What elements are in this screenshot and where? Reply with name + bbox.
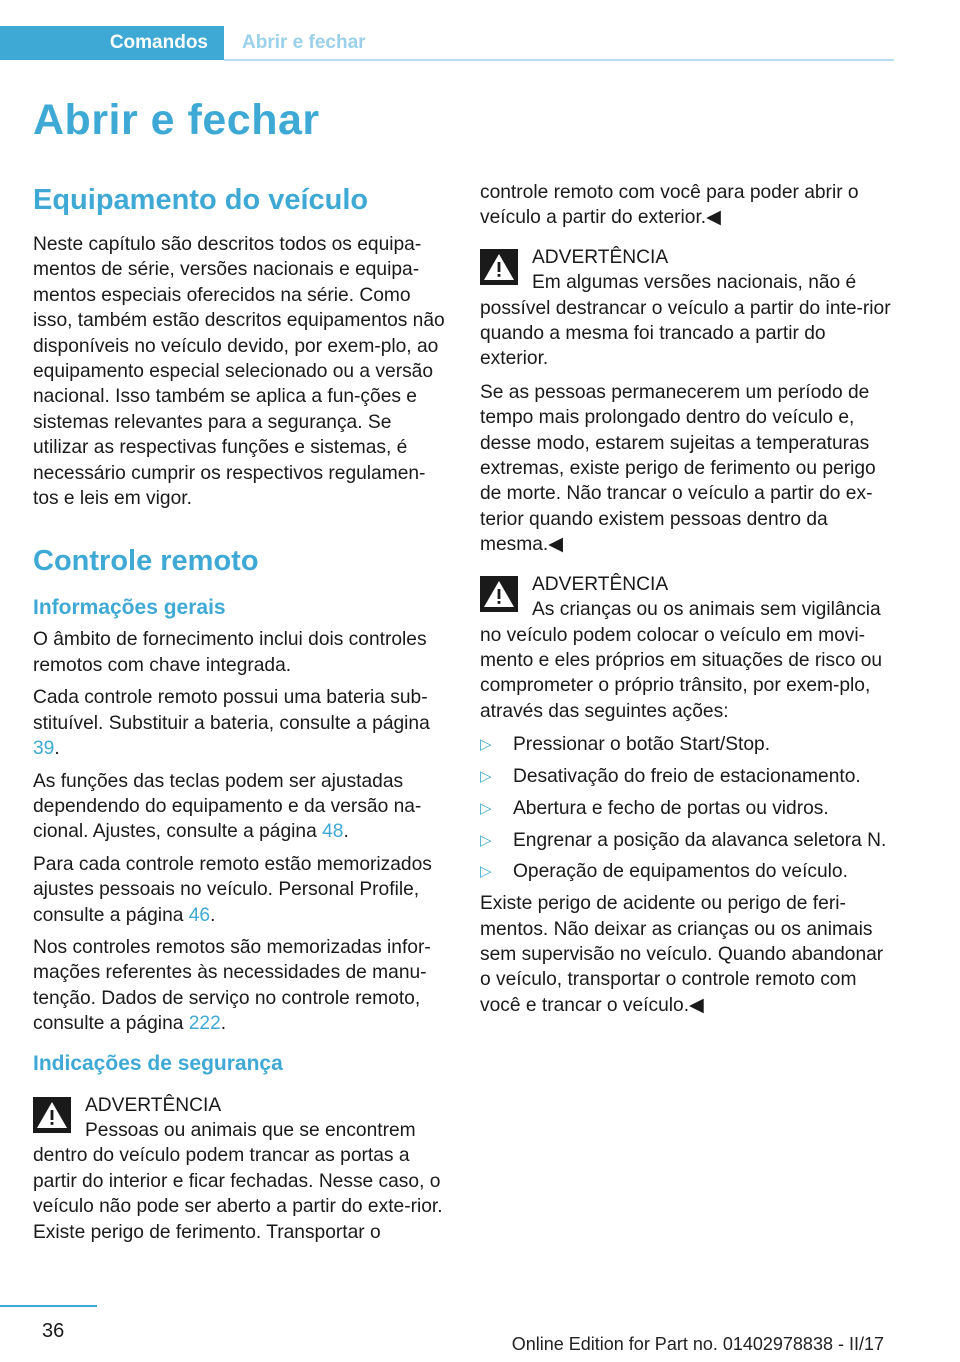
tab-abrir-e-fechar[interactable]: Abrir e fechar bbox=[242, 32, 366, 53]
heading-informacoes-gerais: Informações gerais bbox=[33, 596, 226, 620]
warning-icon bbox=[480, 249, 518, 285]
paragraph-ambito: O âmbito de fornecimento inclui dois controles remotos com chave integrada. bbox=[33, 629, 427, 676]
paragraph-bateria-text: Cada controle remoto possui uma bateria sub-stituível. Substituir a bateria, consulte a página bbox=[33, 687, 430, 734]
list-item bbox=[480, 796, 895, 821]
paragraph-bateria: Cada controle remoto possui uma bateria sub-stituível. Substituir a bateria, consulte a página 39. bbox=[33, 687, 430, 760]
paragraph-pessoas: Se as pessoas permanecerem um período de tempo mais prolongado dentro do veículo e, desse modo, estarem sujeitas a temperaturas extremas, existe perigo de ferimento ou perigo de morte. Não trancar o veículo a partir do ex-terior quando existem pessoas dentro da mesma.◀ bbox=[480, 381, 876, 556]
page-title: Abrir e fechar bbox=[33, 96, 320, 144]
page-link-48[interactable]: 48 bbox=[322, 821, 344, 843]
warning-icon bbox=[33, 1097, 71, 1133]
tab-comandos[interactable]: Comandos bbox=[0, 26, 224, 60]
list-item-text: Pressionar o botão Start/Stop. bbox=[513, 734, 771, 756]
paragraph-continuation: controle remoto com você para poder abrir o veículo a partir do exterior.◀ bbox=[480, 182, 859, 229]
warning-2-heading: ADVERTÊNCIA bbox=[532, 246, 669, 268]
actions-list bbox=[480, 732, 895, 885]
warning-3-body: As crianças ou os animais sem vigilância no veículo podem colocar o veículo em movi-mento e eles próprios em situações de risco ou comprometer o próprio trânsito, por exem-plo, através das seguintes ações: bbox=[480, 599, 883, 722]
list-item bbox=[480, 859, 895, 884]
triangle-bullet-icon: ▷ bbox=[480, 736, 492, 754]
paragraph-personal-profile-text: Para cada controle remoto estão memorizados ajustes pessoais no veículo. Personal Profile, consulte a página bbox=[33, 853, 432, 926]
warning-2-body: Em algumas versões nacionais, não é possível destrancar o veículo a partir do inte-rior quando a mesma foi trancado a partir do exterior. bbox=[480, 272, 891, 370]
triangle-bullet-icon: ▷ bbox=[480, 799, 492, 817]
paragraph-manutencao: Nos controles remotos são memorizadas infor-mações referentes às necessidades de manu-tenção. Dados de serviço no controle remoto, consulte a página 222. bbox=[33, 936, 431, 1035]
warning-block-2 bbox=[480, 245, 895, 372]
list-item-text: Desativação do freio de estacionamento. bbox=[513, 765, 861, 787]
warning-1-body: Pessoas ou animais que se encontrem dentro do veículo podem trancar as portas a partir do interior e ficar fechadas. Nesse caso, o veículo não pode ser aberto a partir do exte-rior. Existe perigo de ferimento. Transportar o bbox=[33, 1119, 443, 1243]
heading-controle-remoto: Controle remoto bbox=[33, 545, 259, 578]
left-column bbox=[33, 180, 448, 1253]
footer-rule bbox=[0, 1305, 97, 1307]
warning-block-1 bbox=[33, 1093, 448, 1245]
heading-equipamento: Equipamento do veículo bbox=[33, 184, 369, 216]
right-column bbox=[480, 180, 895, 1025]
list-item bbox=[480, 828, 895, 853]
page-number: 36 bbox=[42, 1320, 65, 1342]
triangle-bullet-icon: ▷ bbox=[480, 863, 492, 881]
list-item-text: Abertura e fecho de portas ou vidros. bbox=[513, 797, 829, 819]
warning-1-heading: ADVERTÊNCIA bbox=[85, 1094, 222, 1116]
header-rule bbox=[224, 59, 894, 61]
heading-indicacoes-seguranca: Indicações de segurança bbox=[33, 1051, 283, 1075]
paragraph-teclas-text: As funções das teclas podem ser ajustadas dependendo do equipamento e da versão na-cional. Ajustes, consulte a página bbox=[33, 770, 422, 843]
page-link-222[interactable]: 222 bbox=[188, 1013, 221, 1035]
page-link-39[interactable]: 39 bbox=[33, 738, 55, 760]
footer-edition: Online Edition for Part no. 01402978838 - II/17 bbox=[511, 1334, 884, 1354]
paragraph-equipamento: Neste capítulo são descritos todos os equipa-mentos de série, versões nacionais e equipa-mentos especiais oferecidos na série. Como isso, também estão descritos equipamentos não disponíveis no veículo devido, por exem-plo, ao equipamento especial selecionado ou a versão nacional. Isso também se aplica a fun-ções e sistemas relevantes para a segurança. Se utilizar as respectivas funções e sistemas, é necessário cumprir os respectivos regulamen-tos e leis em vigor. bbox=[33, 234, 445, 510]
list-item-text: Engrenar a posição da alavanca seletora N. bbox=[513, 829, 887, 851]
list-item bbox=[480, 764, 895, 789]
paragraph-manutencao-text: Nos controles remotos são memorizadas infor-mações referentes às necessidades de manu-tenção. Dados de serviço no controle remoto, consulte a página bbox=[33, 936, 431, 1035]
triangle-bullet-icon: ▷ bbox=[480, 831, 492, 849]
warning-3-heading: ADVERTÊNCIA bbox=[532, 573, 669, 595]
warning-icon bbox=[480, 576, 518, 612]
page-link-46[interactable]: 46 bbox=[188, 904, 211, 926]
list-item-text: Operação de equipamentos do veículo. bbox=[513, 861, 848, 883]
triangle-bullet-icon: ▷ bbox=[480, 767, 492, 785]
paragraph-final: Existe perigo de acidente ou perigo de feri-mentos. Não deixar as crianças ou os animais sem supervisão no veículo. Quando abandonar o veículo, transportar o controle remoto com você e trancar o veículo.◀ bbox=[480, 893, 884, 1016]
paragraph-personal-profile: Para cada controle remoto estão memorizados ajustes pessoais no veículo. Personal Profile, consulte a página 46. bbox=[33, 853, 432, 926]
list-item bbox=[480, 732, 895, 757]
header-tabs bbox=[0, 26, 366, 60]
paragraph-teclas: As funções das teclas podem ser ajustadas dependendo do equipamento e da versão na-cional. Ajustes, consulte a página 48. bbox=[33, 770, 422, 843]
warning-block-3 bbox=[480, 572, 895, 724]
